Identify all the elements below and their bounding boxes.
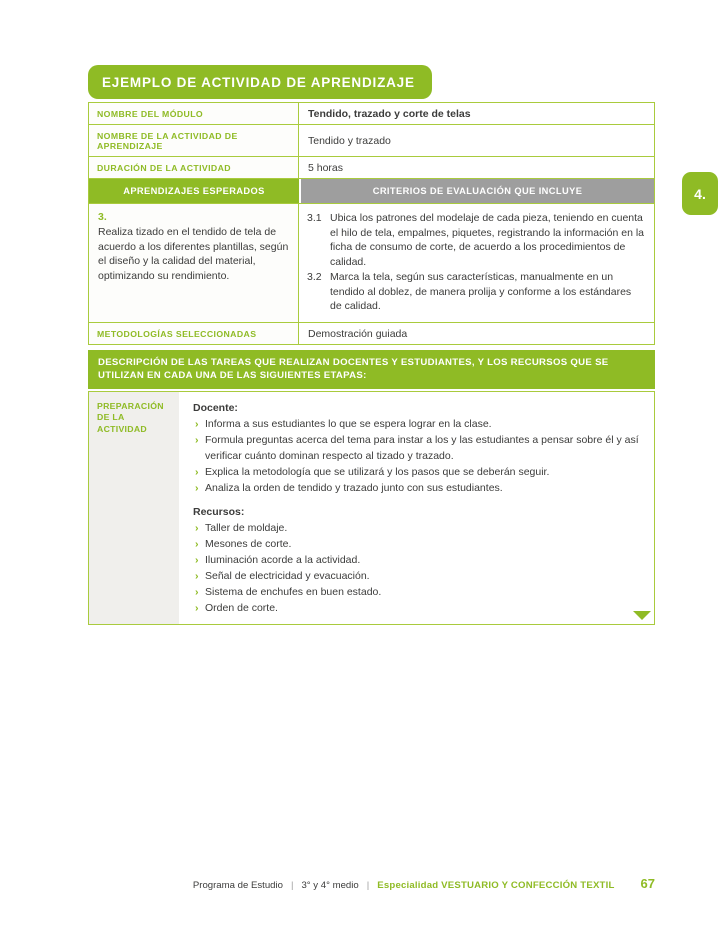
- footer-separator: |: [366, 880, 370, 891]
- activity-info-table: [88, 102, 655, 345]
- bullet-icon: ›: [195, 417, 199, 430]
- bullet-icon: ›: [195, 585, 199, 598]
- list-item: › Taller de moldaje.: [195, 521, 288, 534]
- bullet-icon: ›: [195, 433, 199, 446]
- chapter-tab-badge: 4.: [682, 172, 718, 215]
- learning-content-row: [89, 204, 654, 323]
- preparation-label: PREPARACIÓN DE LA ACTIVIDAD: [89, 392, 179, 624]
- criterion-number: 3.1: [307, 212, 322, 224]
- objective-text: Realiza tizado en el tendido de tela de acuerdo a los diferentes plantillas, según el diseño y la calidad del material, optimizando su rendimiento.: [98, 226, 289, 282]
- evaluation-criteria-header: CRITERIOS DE EVALUACIÓN QUE INCLUYE: [299, 179, 654, 203]
- activity-name-value: Tendido y trazado: [308, 135, 391, 147]
- criterion-number: 3.2: [307, 271, 322, 283]
- module-name-label: NOMBRE DEL MÓDULO: [89, 103, 299, 124]
- objective-number: 3.: [98, 211, 107, 223]
- tasks-description-banner: DESCRIPCIÓN DE LAS TAREAS QUE REALIZAN DOCENTES Y ESTUDIANTES, Y LOS RECURSOS QUE SE UTILIZAN EN CADA UNA DE LAS SIGUIENTES ETAPAS:: [88, 350, 655, 389]
- module-name-value: Tendido, trazado y corte de telas: [308, 108, 471, 120]
- footer-specialty: Especialidad VESTUARIO Y CONFECCIÓN TEXTIL: [377, 880, 615, 891]
- recursos-list: [193, 520, 640, 616]
- table-row: [89, 157, 654, 179]
- preparation-content: [179, 392, 654, 624]
- footer-program: Programa de Estudio: [192, 880, 283, 891]
- bullet-icon: ›: [195, 553, 199, 566]
- list-item: › Informa a sus estudiantes lo que se espera lograr en la clase.: [195, 417, 492, 430]
- docente-list: [193, 416, 640, 496]
- table-row: [89, 323, 654, 345]
- bullet-icon: ›: [195, 569, 199, 582]
- list-item: › Analiza la orden de tendido y trazado junto con sus estudiantes.: [195, 481, 503, 494]
- list-item: › Sistema de enchufes en buen estado.: [195, 585, 382, 598]
- methodology-label: METODOLOGÍAS SELECCIONADAS: [89, 323, 299, 344]
- activity-name-label: NOMBRE DE LA ACTIVIDAD DE APRENDIZAJE: [89, 125, 299, 156]
- bullet-icon: ›: [195, 521, 199, 534]
- criterion-item: [307, 270, 644, 314]
- criteria-cell: [299, 204, 654, 322]
- expected-learning-header: APRENDIZAJES ESPERADOS: [89, 179, 299, 203]
- list-item: › Formula preguntas acerca del tema para instar a los y las estudiantes a pensar sobre él y así verificar cuánto dominan respecto al tizado y trazado.: [195, 433, 639, 462]
- bullet-icon: ›: [195, 481, 199, 494]
- recursos-heading: Recursos:: [193, 505, 245, 518]
- page-title: EJEMPLO DE ACTIVIDAD DE APRENDIZAJE: [88, 65, 432, 99]
- duration-value: 5 horas: [308, 162, 344, 174]
- table-row: [89, 125, 654, 157]
- footer-grade: 3° y 4° medio: [301, 880, 359, 891]
- bullet-icon: ›: [195, 601, 199, 614]
- list-item: › Iluminación acorde a la actividad.: [195, 553, 361, 566]
- docente-heading: Docente:: [193, 401, 238, 414]
- table-header-row: [89, 179, 654, 204]
- list-item: › Orden de corte.: [195, 601, 278, 614]
- bullet-icon: ›: [195, 465, 199, 478]
- methodology-value: Demostración guiada: [308, 327, 408, 340]
- criterion-item: [307, 211, 644, 269]
- continues-arrow-icon: [633, 611, 651, 620]
- page-footer: [193, 876, 655, 891]
- table-row: [89, 103, 654, 125]
- content-column: [88, 65, 655, 625]
- objective-cell: [89, 204, 299, 322]
- bullet-icon: ›: [195, 537, 199, 550]
- list-item: › Mesones de corte.: [195, 537, 292, 550]
- preparation-row: [88, 391, 655, 625]
- footer-separator: |: [290, 880, 294, 891]
- list-item: › Señal de electricidad y evacuación.: [195, 569, 370, 582]
- page-number: 67: [640, 876, 655, 891]
- list-item: › Explica la metodología que se utilizará y los pasos que se deberán seguir.: [195, 465, 550, 478]
- duration-label: DURACIÓN DE LA ACTIVIDAD: [89, 157, 299, 178]
- criterion-text: Ubica los patrones del modelaje de cada pieza, teniendo en cuenta el hilo de tela, empalmes, piquetes, registrando la información en la ficha de consumo de corte, de acuerdo a los procedimientos de calidad.: [330, 212, 645, 268]
- criterion-text: Marca la tela, según sus características, manualmente en un tendido al doblez, de manera prolija y conforme a los estándares de calidad.: [330, 271, 632, 312]
